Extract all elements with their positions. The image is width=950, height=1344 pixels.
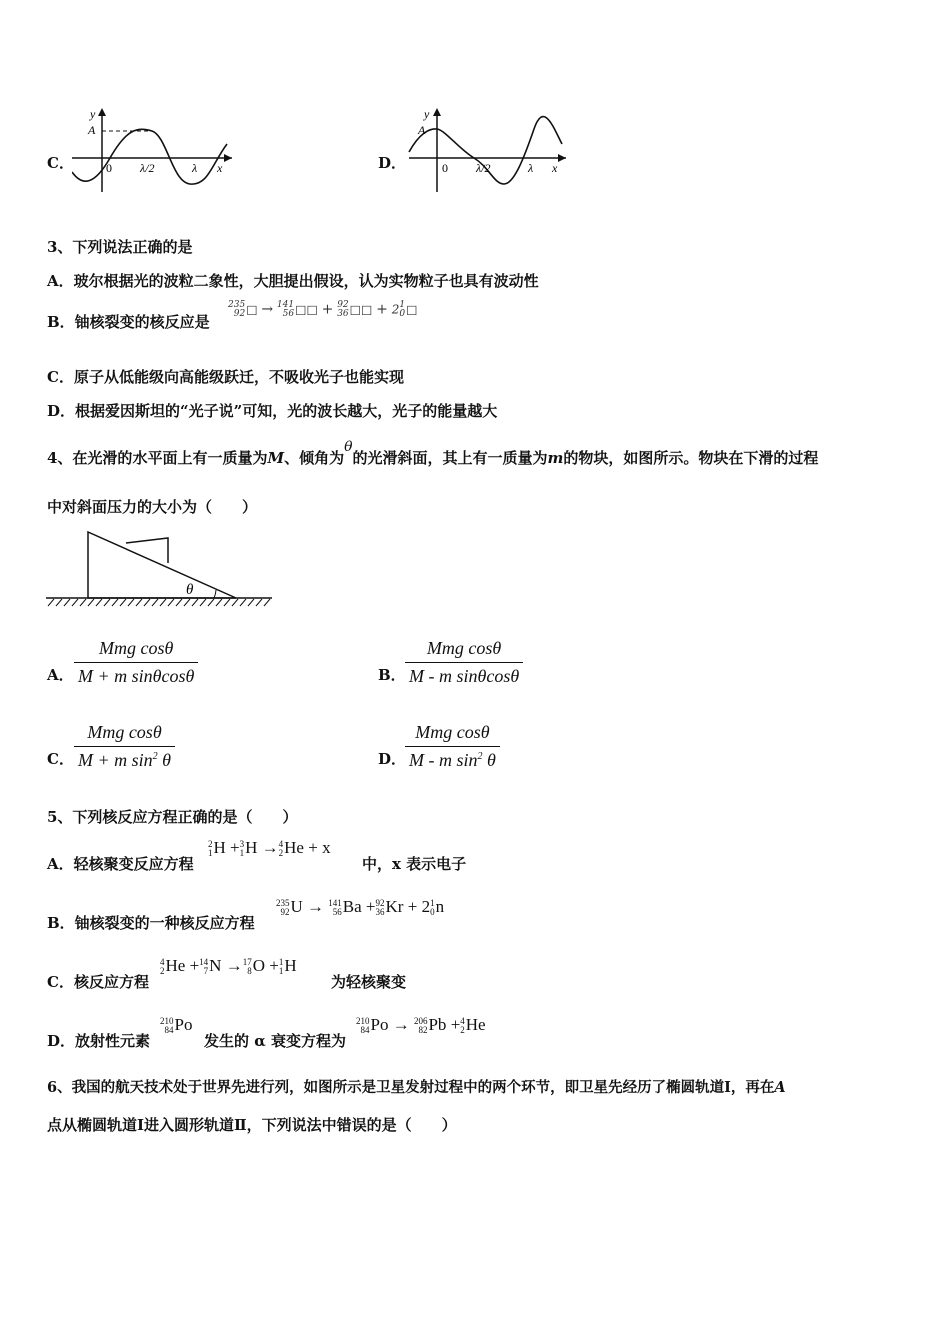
q4-option-a-fraction: Mmg cosθ M + m sinθcosθ [74, 638, 198, 687]
graph-c-origin: 0 [106, 161, 112, 175]
q6-stem-line2: 点从椭圆轨道Ⅰ进入圆形轨道Ⅱ，下列说法中错误的是（ ） [47, 1116, 457, 1134]
q4-stem-line1: 4、在光滑的水平面上有一质量为M、倾角为θ的光滑斜面，其上有一质量为m的物块，如图所示。物块在下滑的过程 [47, 439, 819, 467]
graph-d-x-arrow [558, 154, 566, 162]
q4-option-b-fraction: Mmg cosθ M - m sinθcosθ [405, 638, 523, 687]
graph-d-a-label: A [418, 123, 426, 137]
graph-d-origin: 0 [442, 161, 448, 175]
graph-c-a-label: A [88, 123, 96, 137]
q5-option-d-mid: 发生的 α 衰变方程为 [204, 1032, 346, 1050]
q5-option-c-equation: 4 2 He + 14 7 N → 17 8 O + 1 1 H [160, 956, 297, 977]
incline-wedge [88, 532, 236, 598]
angle-arc [214, 590, 216, 598]
q5-stem: 5、下列核反应方程正确的是（ ） [47, 808, 298, 826]
q3-option-a: A．玻尔根据光的波粒二象性，大胆提出假设，认为实物粒子也具有波动性 [47, 272, 539, 290]
q5-option-d-prefix: D．放射性元素 [47, 1032, 151, 1050]
q5-option-d-po: 210 84 Po [160, 1015, 193, 1036]
q5-option-d-equation: 210 84 Po → 206 82 Pb + 4 2 He [356, 1015, 486, 1036]
graph-d-y-arrow [433, 108, 441, 116]
q5-option-c-suffix: 为轻核聚变 [331, 973, 407, 991]
graph-d-y-label: y [424, 107, 430, 121]
q5-option-a-suffix: 中，x 表示电子 [362, 855, 467, 873]
q4-stem-line2: 中对斜面压力的大小为（ ） [47, 498, 258, 516]
graph-c-x-arrow [224, 154, 232, 162]
graph-c-y-arrow [98, 108, 106, 116]
q5-option-b-prefix: B．铀核裂变的一种核反应方程 [47, 914, 255, 932]
q5-option-a-equation: 2 1 H + 3 1 H → 4 2 He + x [208, 838, 331, 859]
q5-option-a-prefix: A．轻核聚变反应方程 [47, 855, 194, 873]
q3-stem: 3、下列说法正确的是 [47, 238, 193, 256]
graph-c [72, 104, 237, 196]
graph-c-lambda: λ [192, 161, 198, 175]
option-c-label: C． [47, 154, 74, 172]
q3-option-b-equation: 235 92 □ → 141 56 □□ + 92 36 □□ + 2 1 0 □ [228, 300, 418, 319]
graph-c-x-label: x [217, 161, 223, 175]
option-d-label: D． [378, 154, 407, 172]
q4-option-c-label: C． [47, 750, 74, 768]
ground-hatching [48, 599, 270, 606]
q4-option-d-fraction: Mmg cosθ M - m $\sin^2 \theta$ [405, 722, 500, 771]
q4-option-b-label: B． [378, 666, 406, 684]
q6-stem-line1: 6、我国的航天技术处于世界先进行列，如图所示是卫星发射过程中的两个环节，即卫星先经历了椭圆轨道Ⅰ，再在A [47, 1079, 786, 1096]
q4-option-a-label: A． [47, 666, 74, 684]
graph-d-lambda: λ [528, 161, 534, 175]
incline-figure [44, 528, 276, 610]
q4-option-d-label: D． [378, 750, 407, 768]
angle-theta-label: θ [186, 582, 194, 598]
q5-option-c-prefix: C．核反应方程 [47, 973, 149, 991]
graph-d-x-label: x [552, 161, 558, 175]
q5-option-b-equation: 235 92 U → 141 56 Ba + 92 36 Kr + 2 1 0 n [276, 897, 445, 918]
graph-d-half-lambda: λ/2 [476, 161, 491, 175]
graph-c-y-label: y [90, 107, 96, 121]
q3-option-c: C．原子从低能级向高能级跃迁，不吸收光子也能实现 [47, 368, 404, 386]
q3-option-b-prefix: B．铀核裂变的核反应是 [47, 313, 210, 331]
sliding-block [126, 538, 168, 563]
graph-c-half-lambda: λ/2 [140, 161, 155, 175]
graph-d [404, 104, 569, 196]
q3-option-d: D．根据爱因斯坦的“光子说”可知，光的波长越大，光子的能量越大 [47, 402, 498, 420]
graph-c-wave [72, 129, 227, 184]
q4-option-c-fraction: Mmg cosθ M + m $\sin^2 \theta$ [74, 722, 175, 771]
